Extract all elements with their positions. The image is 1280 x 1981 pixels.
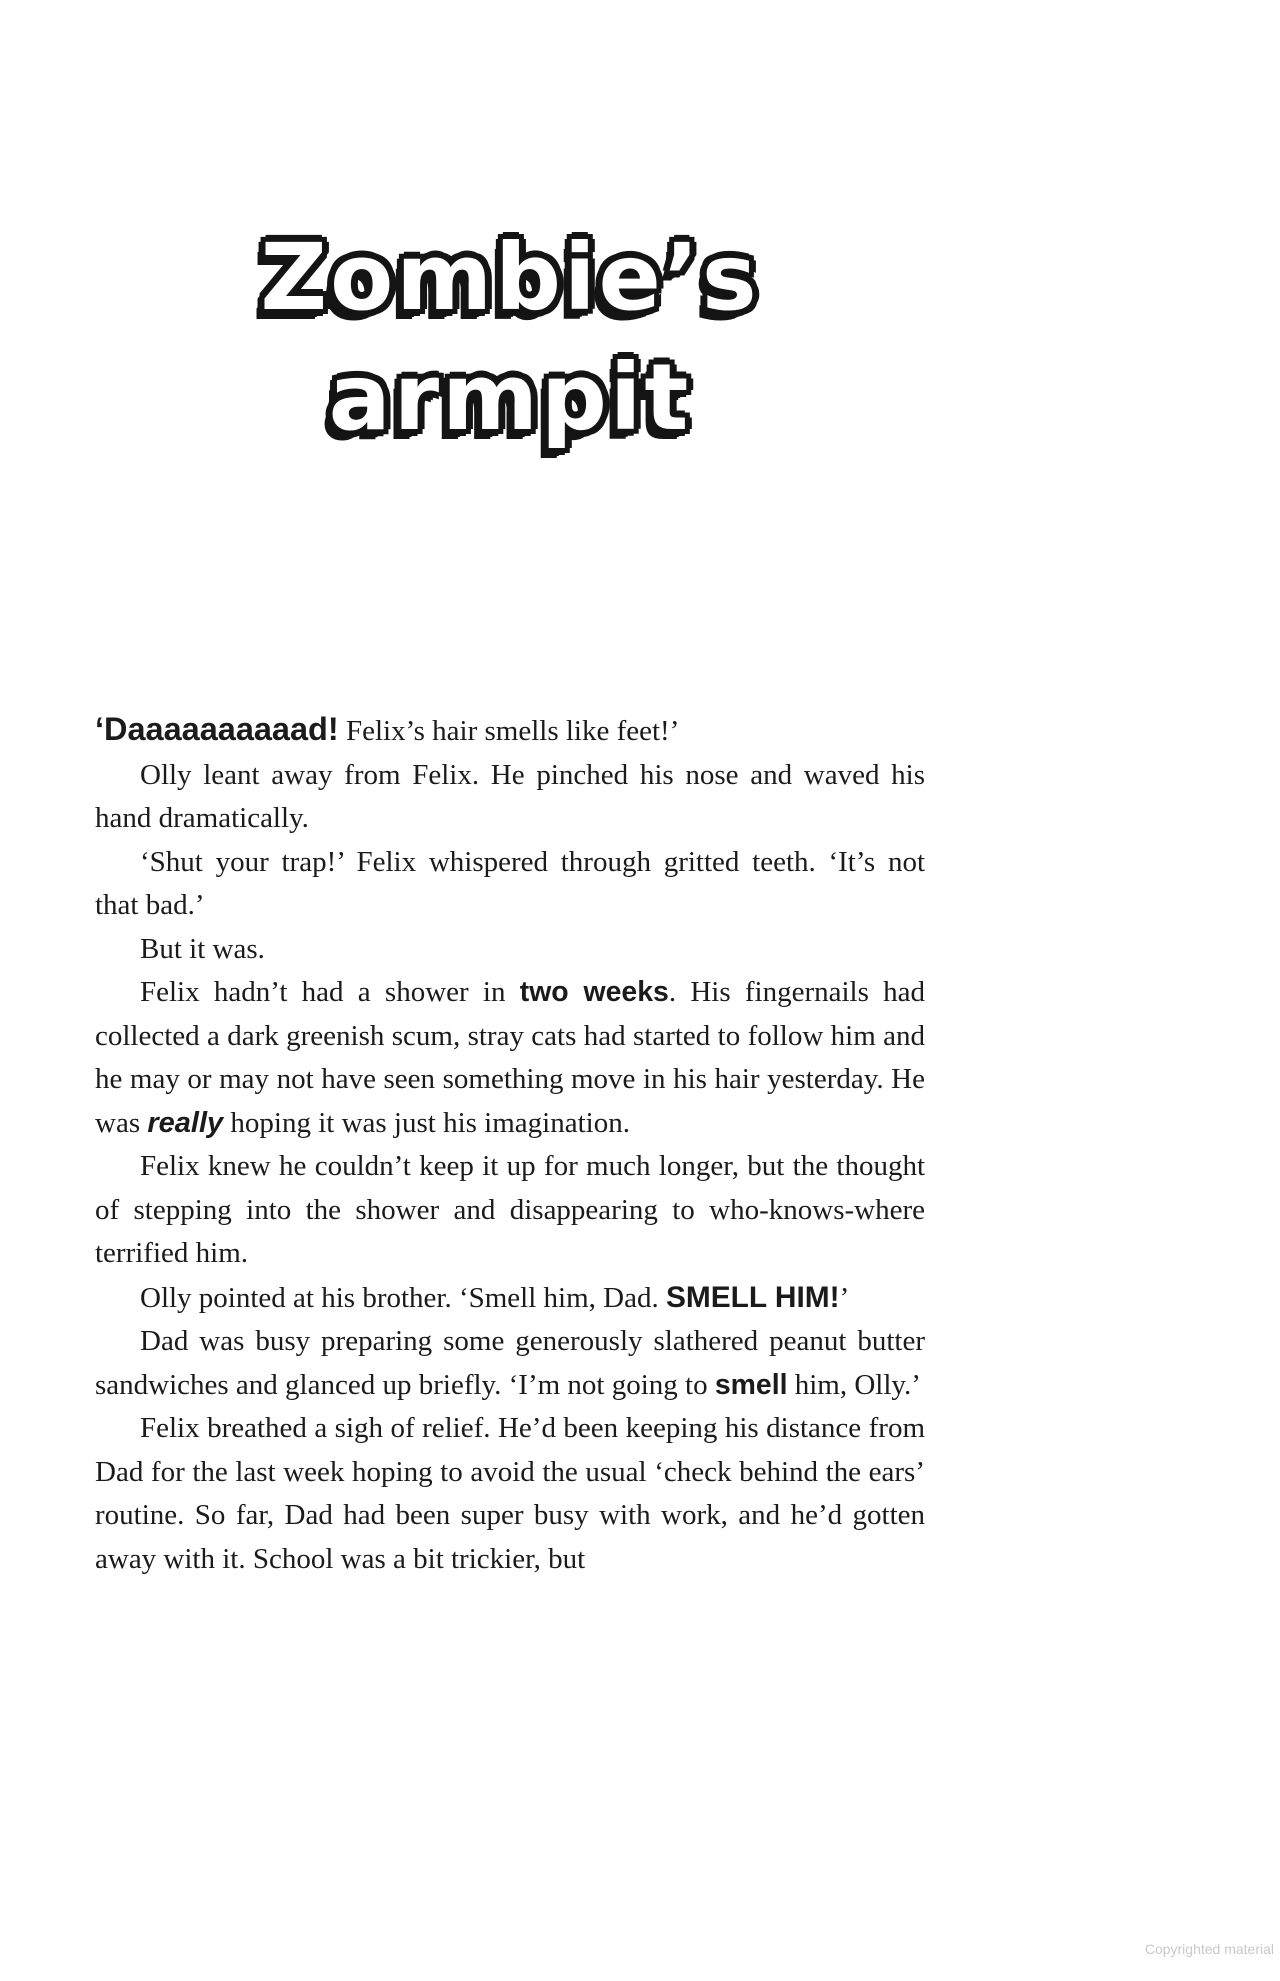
- paragraph-2: [95, 754, 925, 841]
- shout-dad-text: ‘Daaaaaaaaaad!: [95, 711, 339, 747]
- chapter-title: [95, 0, 925, 458]
- paragraph-9: [95, 1407, 925, 1581]
- smell-him-emphasis: SMELL HIM!: [665, 1280, 840, 1314]
- paragraph-1-text: Felix’s hair smells like feet!’: [338, 715, 680, 747]
- really-emphasis: really: [147, 1106, 224, 1139]
- paragraph-3-text: ‘Shut your trap!’ Felix whispered through gritted teeth. ‘It’s not that bad.’: [95, 845, 925, 921]
- paragraph-2-text: Olly leant away from Felix. He pinched his nose and waved his hand dramatically.: [95, 758, 925, 834]
- body-text: [95, 708, 925, 1581]
- paragraph-5: [95, 971, 925, 1145]
- chapter-title-line1: Zombie’s: [260, 224, 760, 331]
- paragraph-8-text-a: Dad was busy preparing some generously slathered peanut butter sandwiches and glanced up briefly. ‘I’m not going to: [95, 1325, 925, 1401]
- paragraph-7-text-a: Olly pointed at his brother. ‘Smell him, Dad.: [140, 1281, 666, 1314]
- paragraph-7-text-b: ’: [839, 1281, 850, 1314]
- two-weeks-emphasis: two weeks: [519, 976, 669, 1008]
- paragraph-1: [95, 708, 925, 754]
- paragraph-8: [95, 1320, 925, 1407]
- paragraph-6: [95, 1145, 925, 1276]
- paragraph-4-text: But it was.: [140, 932, 265, 965]
- copyright-notice: Copyrighted material: [1144, 1941, 1274, 1957]
- chapter-title-line2: armpit: [328, 344, 692, 451]
- paragraph-5-text-c: hoping it was just his imagination.: [223, 1106, 630, 1139]
- paragraph-5-text-b: . His fingernails had collected a dark greenish scum, stray cats had started to follow him and he may or may not have seen something move in his hair yesterday. He was: [95, 976, 925, 1139]
- paragraph-5-text-a: Felix hadn’t had a shower in: [140, 976, 520, 1008]
- paragraph-3: [95, 841, 925, 928]
- paragraph-9-text: Felix breathed a sigh of relief. He’d been keeping his distance from Dad for the last week hoping to avoid the usual ‘check behind the ears’ routine. So far, Dad had been super busy with work, and he’d gotten away with it. School was a bit trickier, but: [95, 1412, 925, 1575]
- paragraph-4: [95, 928, 925, 972]
- smell-emphasis: smell: [714, 1368, 788, 1401]
- paragraph-7: [95, 1276, 925, 1321]
- paragraph-6-text: Felix knew he couldn’t keep it up for much longer, but the thought of stepping into the shower and disappearing to who-knows-where terrified him.: [95, 1150, 925, 1269]
- paragraph-8-text-b: him, Olly.’: [787, 1368, 921, 1401]
